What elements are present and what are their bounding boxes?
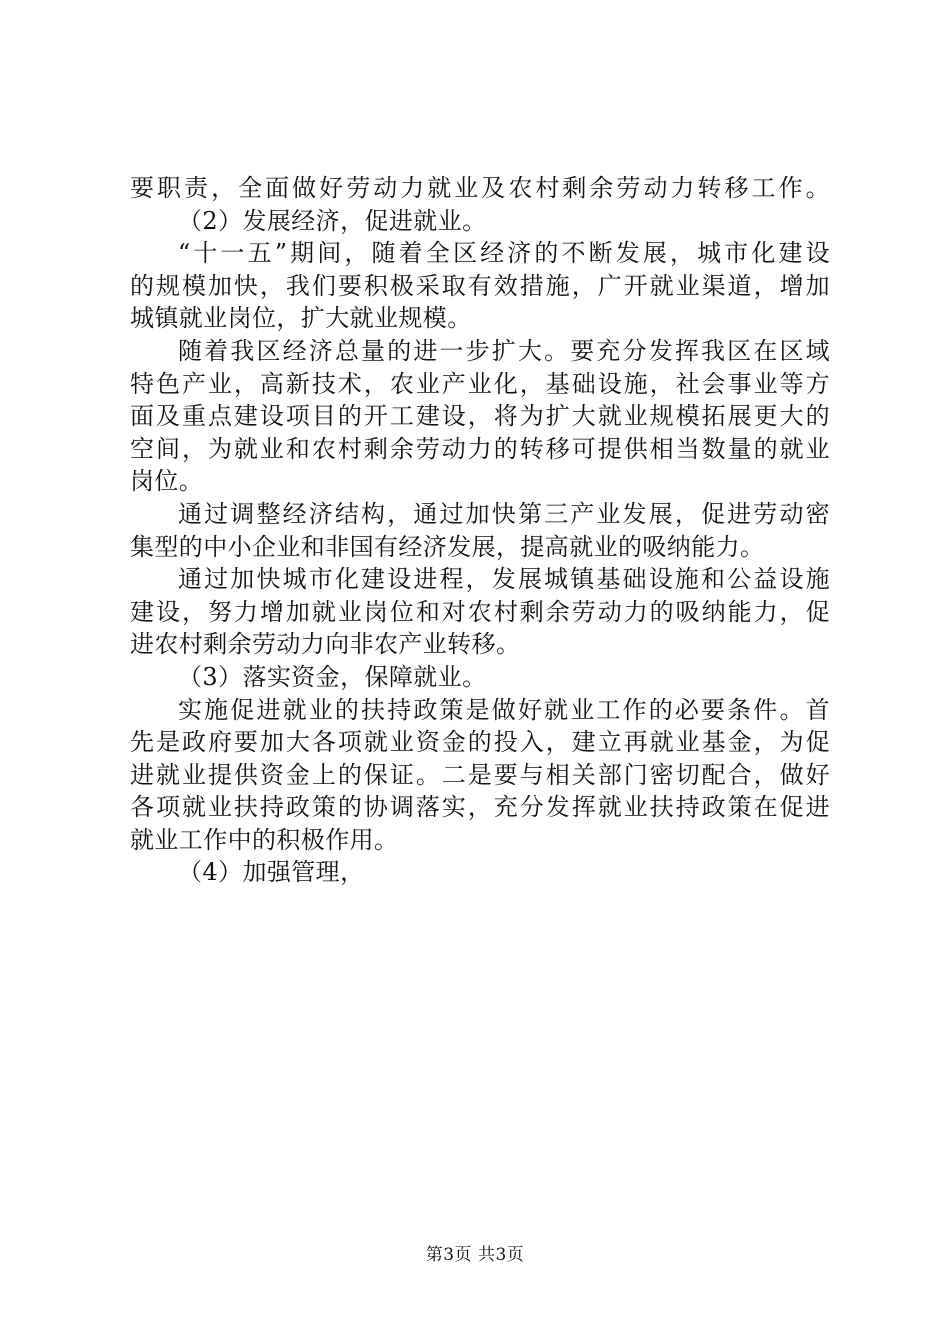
text-line: 进农村剩余劳动力向非农产业转移。 xyxy=(130,630,521,659)
text-line: 随着我区经济总量的进一步扩大。要充分发挥我区在区域 xyxy=(178,336,830,365)
page-footer xyxy=(0,1244,950,1266)
text-line: 要职责，全面做好劳动力就业及农村剩余劳动力转移工作。 xyxy=(130,174,830,202)
text-line: 面及重点建设项目的开工建设，将为扩大就业规模拓展更大的 xyxy=(130,402,830,431)
section-heading: （3）落实资金，保障就业。 xyxy=(178,662,487,691)
text-line: 通过调整经济结构，通过加快第三产业发展，促进劳动密 xyxy=(178,499,830,528)
text-line: 岗位。 xyxy=(130,467,204,496)
text-line: 各项就业扶持政策的协调落实，充分发挥就业扶持政策在促进 xyxy=(130,793,830,822)
text-line: 通过加快城市化建设进程，发展城镇基础设施和公益设施 xyxy=(178,565,830,594)
text-line: 就业工作中的积极作用。 xyxy=(130,825,399,854)
text-line: 集型的中小企业和非国有经济发展，提高就业的吸纳能力。 xyxy=(130,532,765,561)
text-line: 空间，为就业和农村剩余劳动力的转移可提供相当数量的就业 xyxy=(130,434,830,463)
text-line: 先是政府要加大各项就业资金的投入，建立再就业基金，为促 xyxy=(130,728,830,757)
section-heading: （4）加强管理， xyxy=(178,858,365,887)
text-line: 特色产业，高新技术，农业产业化，基础设施，社会事业等方 xyxy=(130,369,830,398)
text-line: 的规模加快，我们要积极采取有效措施，广开就业渠道，增加 xyxy=(130,271,830,300)
text-line: 实施促进就业的扶持政策是做好就业工作的必要条件。首 xyxy=(178,695,830,724)
text-line: 进就业提供资金上的保证。二是要与相关部门密切配合，做好 xyxy=(130,760,830,789)
section-heading: （2）发展经济，促进就业。 xyxy=(178,206,487,235)
page-number-label: 第3页 共3页 xyxy=(425,1245,525,1265)
text-line: 城镇就业岗位，扩大就业规模。 xyxy=(130,304,472,333)
text-line: 建设，努力增加就业岗位和对农村剩余劳动力的吸纳能力，促 xyxy=(130,597,830,626)
document-body xyxy=(130,172,830,889)
text-line: “十一五”期间，随着全区经济的不断发展，城市化建设 xyxy=(178,239,830,268)
